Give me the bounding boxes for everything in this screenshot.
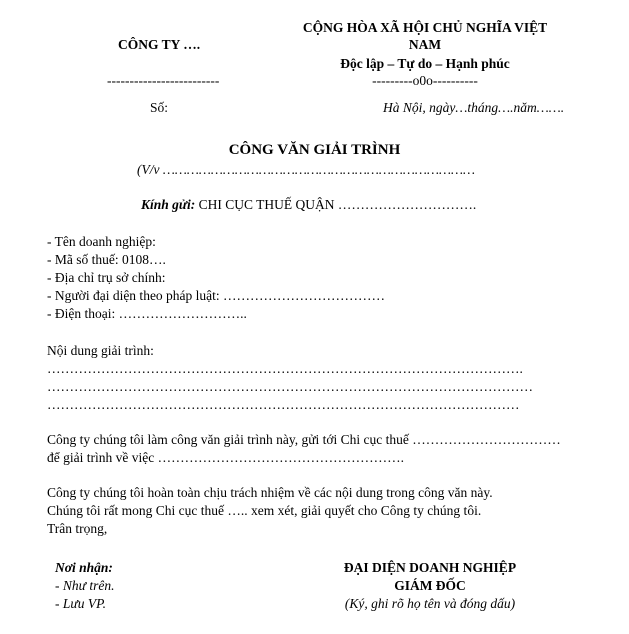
info-tax-code: - Mã số thuế: 0108…. [47, 252, 166, 267]
info-address: - Địa chỉ trụ sở chính: [47, 270, 166, 285]
place-date: Hà Nội, ngày…tháng….năm……. [383, 100, 565, 115]
recipient-item: - Lưu VP. [55, 596, 106, 611]
content-line: ……………………………………………………………………………………………… [47, 379, 533, 394]
info-phone: - Điện thoại: ……………………….. [47, 306, 247, 321]
closing: Trân trọng, [47, 521, 108, 536]
company-name: CÔNG TY …. [118, 37, 201, 52]
document-subject: (V/v …………………………………………………………………… [137, 162, 475, 177]
recipient-value: CHI CỤC THUẾ QUẬN …………………………. [195, 197, 477, 212]
info-company-name: - Tên doanh nghiệp: [47, 234, 156, 249]
recipient-line [141, 196, 476, 214]
paragraph-line: Công ty chúng tôi làm công văn giải trình này, gửi tới Chi cục thuế …………………………… [47, 432, 561, 447]
motto: Độc lập – Tự do – Hạnh phúc [340, 56, 510, 71]
nation-name: CỘNG HÒA XÃ HỘI CHỦ NGHĨA VIỆT [302, 20, 548, 35]
document-number: Số: [150, 100, 169, 115]
info-legal-rep: - Người đại diện theo pháp luật: ……………………………… [47, 288, 386, 303]
nation-name-cont: NAM [408, 37, 442, 52]
signer-title: ĐẠI DIỆN DOANH NGHIỆP [343, 560, 517, 575]
content-label: Nội dung giải trình: [47, 343, 154, 358]
paragraph-line: Công ty chúng tôi hoàn toàn chịu trách nhiệm về các nội dung trong công văn này. [47, 485, 493, 500]
document-title: CÔNG VĂN GIẢI TRÌNH [228, 142, 401, 158]
paragraph-line: Chúng tôi rất mong Chi cục thuế ….. xem xét, giải quyết cho Công ty chúng tôi. [47, 503, 482, 518]
paragraph-line: để giải trình về việc ………………………………………………. [47, 450, 404, 465]
recipient-label: Kính gửi: [141, 197, 196, 212]
recipients-label: Nơi nhận: [55, 560, 113, 575]
company-underline: ------------------------- [107, 73, 220, 88]
content-line: ……………………………………………………………………………………………. [47, 361, 523, 376]
signer-role: GIÁM ĐỐC [394, 578, 466, 593]
signer-note: (Ký, ghi rõ họ tên và đóng dấu) [344, 596, 516, 611]
recipient-item: - Như trên. [55, 578, 115, 593]
content-line: …………………………………………………………………………………………… [47, 397, 520, 412]
motto-underline: ---------o0o---------- [372, 73, 478, 88]
